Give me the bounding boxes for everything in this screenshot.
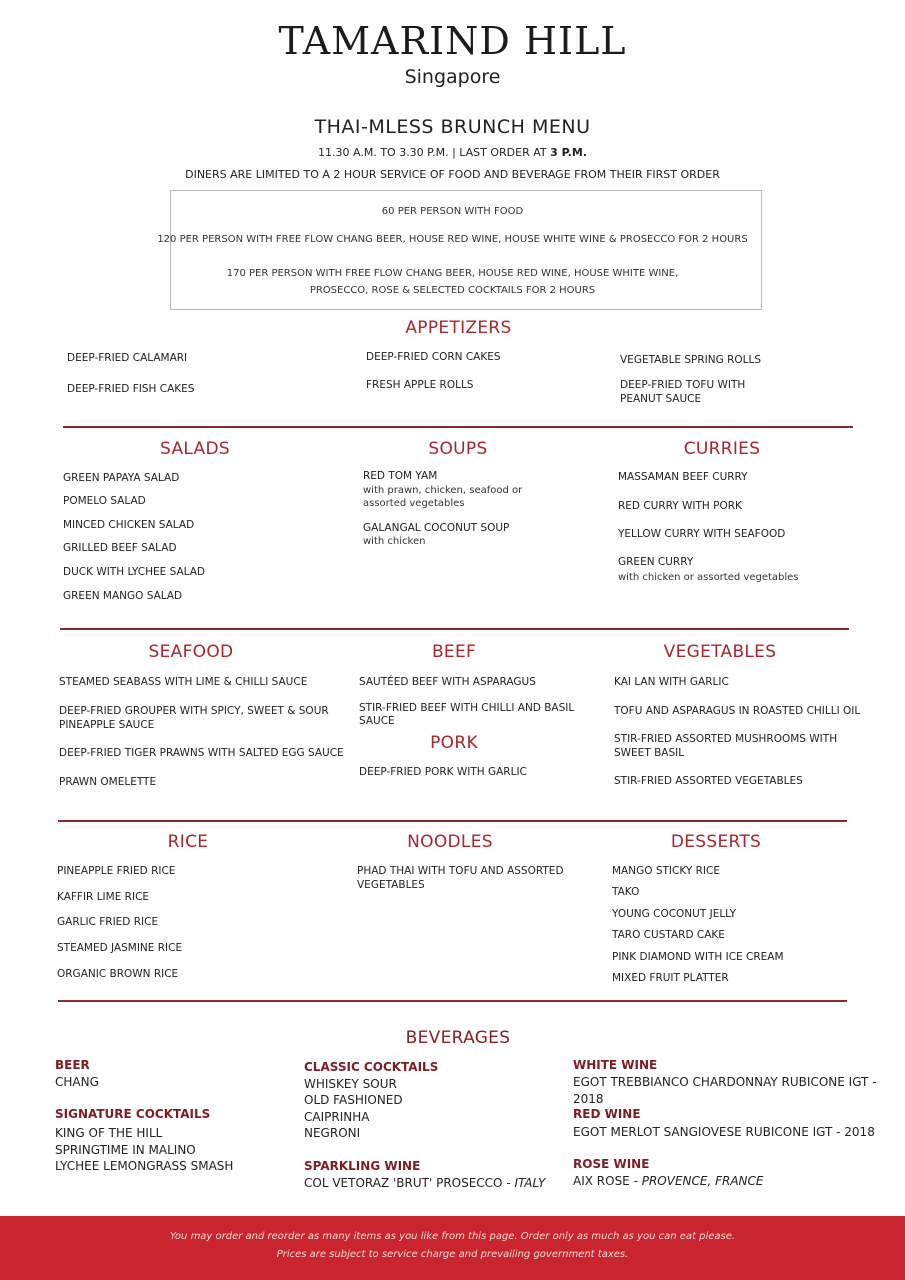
menu-item: MANGO STICKY RICE <box>612 865 720 877</box>
price-option-freeflow: 120 PER PERSON WITH FREE FLOW CHANG BEER, HOUSE RED WINE, HOUSE WHITE WINE & PROSECCO FOR 2 HOURS <box>157 234 748 245</box>
menu-item: DEEP-FRIED TOFU WITH <box>620 379 746 391</box>
menu-item-description: assorted vegetables <box>363 498 465 509</box>
beverage-item: EGOT TREBBIANCO CHARDONNAY RUBICONE IGT - 2018 <box>573 1075 877 1106</box>
beverage-item-name: COL VETORAZ 'BRUT' PROSECCO - <box>304 1176 515 1190</box>
menu-item: STIR-FRIED BEEF WITH CHILLI AND BASIL <box>359 702 575 714</box>
beverage-category-white-wine: WHITE WINE <box>573 1058 658 1072</box>
menu-item: RED TOM YAM <box>363 470 438 482</box>
section-title-beef: BEEF <box>431 642 477 662</box>
menu-item: FRESH APPLE ROLLS <box>366 379 474 391</box>
menu-item: MIXED FRUIT PLATTER <box>612 972 729 984</box>
beverage-item: EGOT MERLOT SANGIOVESE RUBICONE IGT - 2018 <box>573 1125 875 1139</box>
menu-item: KAI LAN WITH GARLIC <box>614 676 729 688</box>
menu-item-continued: PEANUT SAUCE <box>620 393 702 405</box>
menu-item: PHAD THAI WITH TOFU AND ASSORTED <box>357 865 564 877</box>
menu-item: POMELO SALAD <box>63 495 146 507</box>
menu-item-continued: PINEAPPLE SAUCE <box>59 719 155 731</box>
beverage-category-signature-cocktails: SIGNATURE COCKTAILS <box>55 1107 211 1121</box>
menu-item: PINK DIAMOND WITH ICE CREAM <box>612 951 784 963</box>
menu-item: MASSAMAN BEEF CURRY <box>618 471 748 483</box>
section-title-soups: SOUPS <box>428 439 488 459</box>
section-title-salads: SALADS <box>160 439 230 459</box>
section-title-seafood: SEAFOOD <box>148 642 234 662</box>
menu-item: MINCED CHICKEN SALAD <box>63 519 195 531</box>
menu-title: THAI-MLESS BRUNCH MENU <box>314 116 591 138</box>
beverage-item-origin: PROVENCE, FRANCE <box>641 1174 764 1188</box>
menu-item-description: with chicken <box>363 536 426 547</box>
hours-text: 11.30 A.M. TO 3.30 P.M. | LAST ORDER AT <box>318 146 547 159</box>
menu-item: GREEN MANGO SALAD <box>63 590 183 602</box>
beverage-category-red-wine: RED WINE <box>573 1107 641 1121</box>
beverage-item: CAIPRINHA <box>304 1110 370 1124</box>
beverage-item: OLD FASHIONED <box>304 1093 403 1107</box>
menu-item-description: with chicken or assorted vegetables <box>618 572 799 583</box>
section-divider <box>58 1000 847 1002</box>
menu-item: DEEP-FRIED FISH CAKES <box>67 383 195 395</box>
beverage-item: SPRINGTIME IN MALINO <box>55 1143 196 1157</box>
menu-item: STEAMED SEABASS WITH LIME & CHILLI SAUCE <box>59 676 308 688</box>
beverage-category-classic-cocktails: CLASSIC COCKTAILS <box>304 1060 439 1074</box>
beverage-category-beer: BEER <box>55 1058 90 1072</box>
section-divider <box>60 628 849 630</box>
restaurant-logo: TAMARIND HILL <box>278 19 627 63</box>
menu-item: GALANGAL COCONUT SOUP <box>363 522 510 534</box>
menu-item: DEEP-FRIED CORN CAKES <box>366 351 501 363</box>
menu-item: SAUTÉED BEEF WITH ASPARAGUS <box>359 676 536 688</box>
menu-item: YOUNG COCONUT JELLY <box>612 908 737 920</box>
menu-item: RED CURRY WITH PORK <box>618 500 742 512</box>
menu-item: TARO CUSTARD CAKE <box>612 929 725 941</box>
menu-item: PINEAPPLE FRIED RICE <box>57 865 176 877</box>
beverage-item: WHISKEY SOUR <box>304 1077 397 1091</box>
location-label: Singapore <box>404 66 501 88</box>
section-title-beverages: BEVERAGES <box>405 1028 511 1048</box>
beverage-item-name: AIX ROSE - <box>573 1174 642 1188</box>
service-hours <box>0 146 905 159</box>
menu-item-description: with prawn, chicken, seafood or <box>363 485 523 496</box>
beverage-item: CHANG <box>55 1075 99 1089</box>
section-title-desserts: DESSERTS <box>670 832 762 852</box>
menu-item-continued: SWEET BASIL <box>614 747 685 759</box>
menu-item-continued: VEGETABLES <box>357 879 425 891</box>
beverage-item: NEGRONI <box>304 1126 361 1140</box>
beverage-item-origin: ITALY <box>514 1176 546 1190</box>
beverage-item <box>573 1173 764 1190</box>
menu-item: KAFFIR LIME RICE <box>57 891 150 903</box>
menu-item: DEEP-FRIED PORK WITH GARLIC <box>359 766 527 778</box>
menu-item: PRAWN OMELETTE <box>59 776 157 788</box>
menu-item: VEGETABLE SPRING ROLLS <box>620 354 762 366</box>
menu-item: STEAMED JASMINE RICE <box>57 942 183 954</box>
menu-item: DEEP-FRIED GROUPER WITH SPICY, SWEET & SOUR <box>59 705 329 717</box>
beverage-item: LYCHEE LEMONGRASS SMASH <box>55 1159 234 1173</box>
menu-item: STIR-FRIED ASSORTED VEGETABLES <box>614 775 803 787</box>
section-title-noodles: NOODLES <box>407 832 493 852</box>
service-limit-note: DINERS ARE LIMITED TO A 2 HOUR SERVICE OF FOOD AND BEVERAGE FROM THEIR FIRST ORDER <box>185 168 720 181</box>
section-title-pork: PORK <box>430 733 478 753</box>
section-title-vegetables: VEGETABLES <box>663 642 777 662</box>
menu-item: DEEP-FRIED TIGER PRAWNS WITH SALTED EGG SAUCE <box>59 747 344 759</box>
section-title-appetizers: APPETIZERS <box>405 318 512 338</box>
price-option-premium-line2: PROSECCO, ROSE & SELECTED COCKTAILS FOR 2 HOURS <box>309 285 596 296</box>
last-order-time: 3 P.M. <box>550 146 587 159</box>
menu-item: STIR-FRIED ASSORTED MUSHROOMS WITH <box>614 733 838 745</box>
beverage-category-sparkling-wine: SPARKLING WINE <box>304 1159 421 1173</box>
section-title-rice: RICE <box>167 832 209 852</box>
price-option-premium-line1: 170 PER PERSON WITH FREE FLOW CHANG BEER, HOUSE RED WINE, HOUSE WHITE WINE, <box>226 268 679 279</box>
section-title-curries: CURRIES <box>683 439 761 459</box>
section-divider <box>58 820 847 822</box>
footer-note-ordering: You may order and reorder as many items as you like from this page. Order only as much as you can eat please. <box>169 1231 736 1242</box>
menu-item: DEEP-FRIED CALAMARI <box>67 352 188 364</box>
beverage-item: KING OF THE HILL <box>55 1126 163 1140</box>
menu-item: GARLIC FRIED RICE <box>57 916 159 928</box>
menu-item: ORGANIC BROWN RICE <box>57 968 179 980</box>
menu-item: TAKO <box>612 886 640 898</box>
menu-item: GREEN CURRY <box>618 556 694 568</box>
menu-item: GRILLED BEEF SALAD <box>63 542 177 554</box>
menu-item-continued: SAUCE <box>359 715 395 727</box>
footer-note-taxes: Prices are subject to service charge and prevailing government taxes. <box>276 1249 629 1260</box>
menu-item: DUCK WITH LYCHEE SALAD <box>63 566 205 578</box>
menu-item: YELLOW CURRY WITH SEAFOOD <box>618 528 786 540</box>
section-divider <box>63 426 853 428</box>
beverage-category-rose-wine: ROSE WINE <box>573 1157 650 1171</box>
footer-banner <box>0 1216 905 1280</box>
menu-item: GREEN PAPAYA SALAD <box>63 472 180 484</box>
menu-item: TOFU AND ASPARAGUS IN ROASTED CHILLI OIL <box>614 705 861 717</box>
beverage-item <box>304 1175 545 1192</box>
price-option-food: 60 PER PERSON WITH FOOD <box>381 206 524 217</box>
